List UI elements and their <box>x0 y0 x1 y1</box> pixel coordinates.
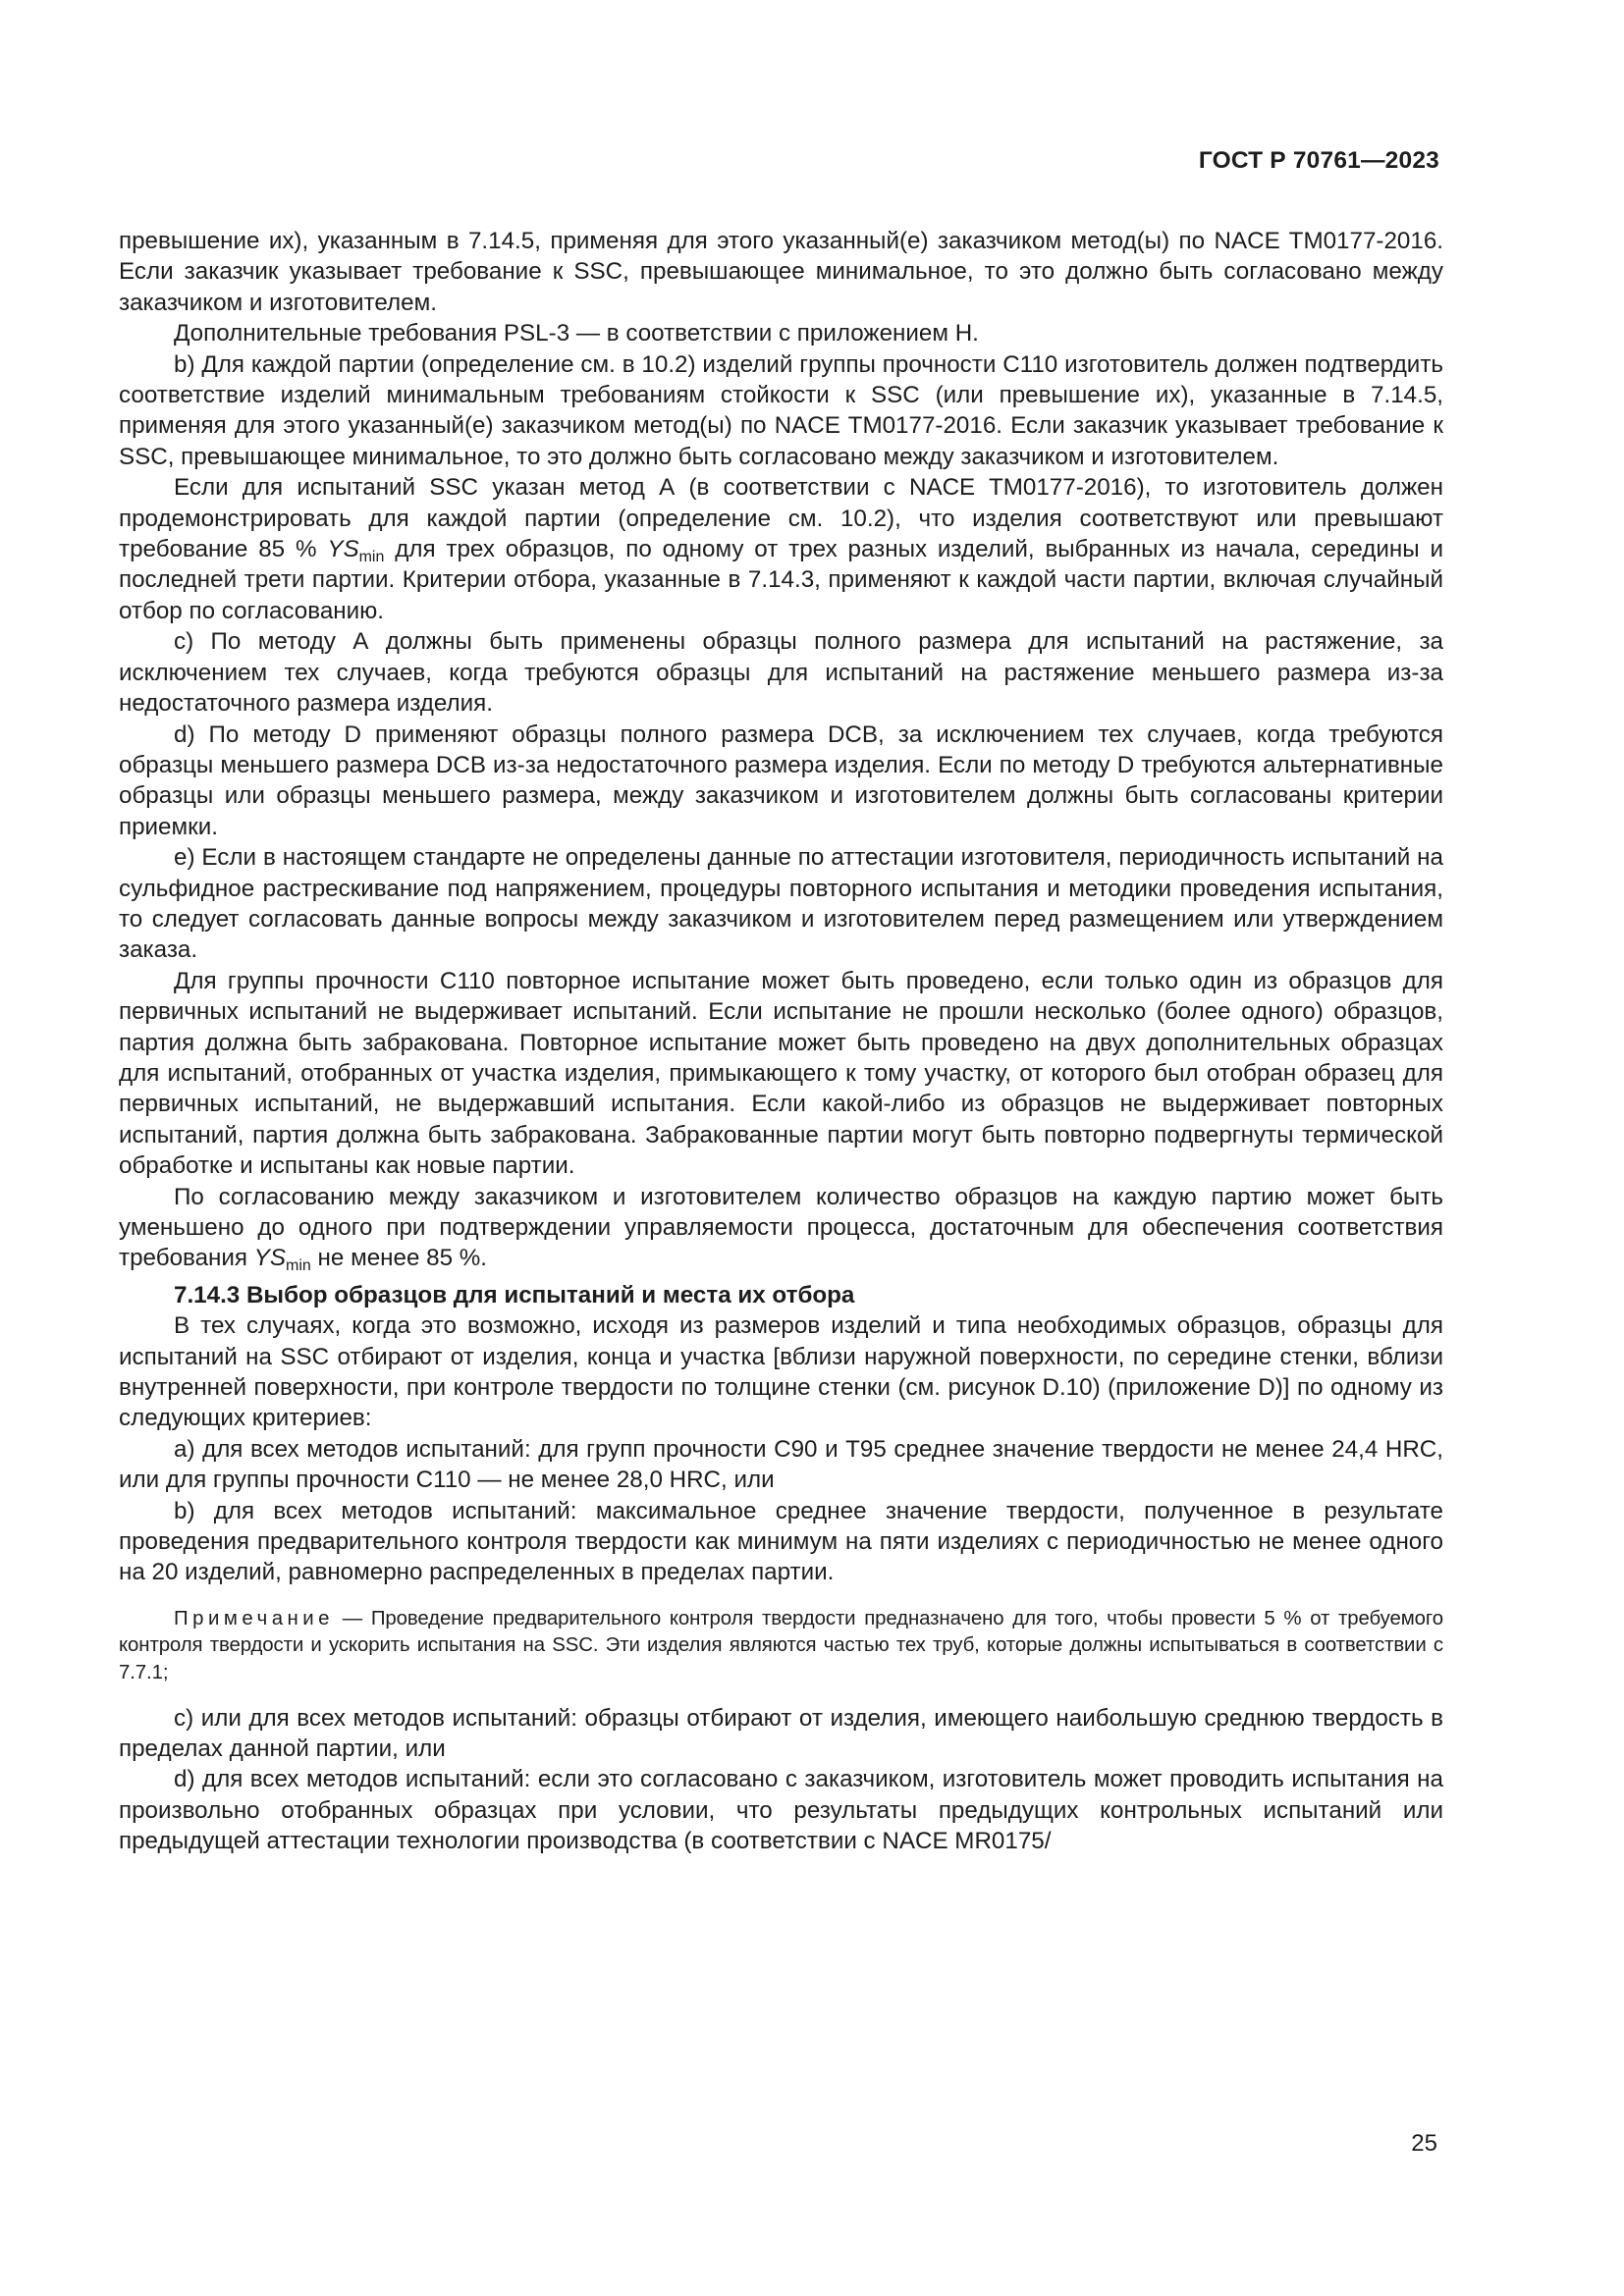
paragraph-item-d: d) для всех методов испытаний: если это согласовано с заказчиком, изготовитель может проводить испытания на произвольно отобранных образцах при условии, что результаты предыдущих контрольных испытаний или предыдущей аттестации технологии производства (в соответствии с NACE MR0175/ <box>119 1766 1443 1855</box>
note-text: — Проведение предварительного контроля твердости предназначено для того, чтобы провести 5 % от требуемого контроля твердости и ускорить испытания на SSC. Эти изделия являются частью тех труб, которые должны испытываться в соответствии с 7.7.1; <box>119 1607 1443 1684</box>
paragraph <box>119 1182 1443 1274</box>
paragraph-text: По согласованию между заказчиком и изготовителем количество образцов на каждую партию может быть уменьшено до одного при подтверждении управляемости процесса, достаточным для обеспечения соответствия требования <box>119 1183 1443 1272</box>
paragraph: Для группы прочности C110 повторное испытание может быть проведено, если только один из образцов для первичных испытаний не выдерживает испытаний. Если испытание не прошли несколько (более одного) образцов, партия должна быть забракована. Повторное испытание может быть проведено на двух дополнительных образцах для испытаний, отобранных от участка изделия, примыкающего к тому участку, от которого был отобран образец для первичных испытаний, не выдержавший испытания. Если какой-либо из образцов не выдерживает повторных испытаний, партия должна быть забракована. Забракованные партии могут быть повторно подвергнуты термической обработке и испытаны как новые партии. <box>119 967 1443 1180</box>
paragraph: Дополнительные требования PSL-3 — в соответствии с приложением H. <box>174 320 979 347</box>
note <box>119 1606 1443 1687</box>
paragraph: превышение их), указанным в 7.14.5, применяя для этого указанный(е) заказчиком метод(ы) по NACE TM0177-2016. Если заказчик указывает требование к SSC, превышающее минимальное, то это должно быть согласовано между заказчиком и изготовителем. <box>119 228 1443 316</box>
paragraph-text: не менее 85 %. <box>317 1245 487 1272</box>
ys-symbol: YS <box>253 1245 287 1272</box>
paragraph-item-d: d) По методу D применяют образцы полного размера DCB, за исключением тех случаев, когда требуются образцы меньшего размера DCB из-за недостаточного размера изделия. Если по методу D требуются альтернативные образцы или образцы меньшего размера, между заказчиком и изготовителем должны быть согласованы критерии приемки. <box>119 721 1443 840</box>
paragraph <box>119 472 1443 626</box>
ys-symbol: YS <box>327 536 359 563</box>
paragraph: В тех случаях, когда это возможно, исходя из размеров изделий и типа необходимых образцов, образцы для испытаний на SSC отбирают от изделия, конца и участка [вблизи наружной поверхности, по середине стенки, вблизи внутренней поверхности, при контроле твердости по толщине стенки (см. рисунок D.10) (приложение D)] по одному из следующих критериев: <box>119 1312 1443 1432</box>
paragraph-item-e: e) Если в настоящем стандарте не определены данные по аттестации изготовителя, периодичность испытаний на сульфидное растрескивание под напряжением, процедуры повторного испытания и методики проведения испытания, то следует согласовать данные вопросы между заказчиком и изготовителем перед размещением или утверждением заказа. <box>119 844 1443 964</box>
document-body <box>119 226 1443 1857</box>
paragraph-item-b: b) для всех методов испытаний: максимальное среднее значение твердости, полученное в результате проведения предварительного контроля твердости как минимум на пяти изделиях с периодичностью не менее одного на 20 изделий, равномерно распределенных в пределах партии. <box>119 1497 1443 1586</box>
ys-subscript: min <box>286 1257 311 1275</box>
paragraph-item-c: c) По методу А должны быть применены образцы полного размера для испытаний на растяжение, за исключением тех случаев, когда требуются образцы для испытаний на растяжение меньшего размера из-за недостаточного размера изделия. <box>119 628 1443 718</box>
document-header: ГОСТ Р 70761—2023 <box>1198 147 1439 174</box>
paragraph-text: Если для испытаний SSC указан метод А (в соответствии с NACE TM0177-2016), то изготовитель должен продемонстрировать для каждой партии (определение см. 10.2), что изделия соответствуют или превышают требование 85 % <box>119 474 1443 563</box>
paragraph-item-a: a) для всех методов испытаний: для групп прочности C90 и T95 среднее значение твердости не менее 24,4 HRC, или для группы прочности C110 — не менее 28,0 HRC, или <box>119 1435 1443 1494</box>
paragraph-text: для трех образцов, по одному от трех разных изделий, выбранных из начала, середины и последней трети партии. Критерии отбора, указанные в 7.14.3, применяют к каждой части партии, включая случайный отбор по согласованию. <box>119 536 1443 624</box>
section-heading: 7.14.3 Выбор образцов для испытаний и места их отбора <box>174 1281 855 1308</box>
ys-subscript: min <box>358 549 385 566</box>
page-number: 25 <box>1411 2130 1437 2157</box>
note-label: Примечание <box>174 1607 335 1629</box>
paragraph-item-c: c) или для всех методов испытаний: образцы отбирают от изделия, имеющего наибольшую среднюю твердость в пределах данной партии, или <box>119 1704 1443 1763</box>
paragraph-item-b: b) Для каждой партии (определение см. в 10.2) изделий группы прочности C110 изготовитель должен подтвердить соответствие изделий минимальным требованиям стойкости к SSC (или превышение их), указанные в 7.14.5, применяя для этого указанный(е) заказчиком метод(ы) по NACE TM0177-2016. Если заказчик указывает требование к SSC, превышающее минимальное, то это должно быть согласовано между заказчиком и изготовителем. <box>119 350 1443 470</box>
